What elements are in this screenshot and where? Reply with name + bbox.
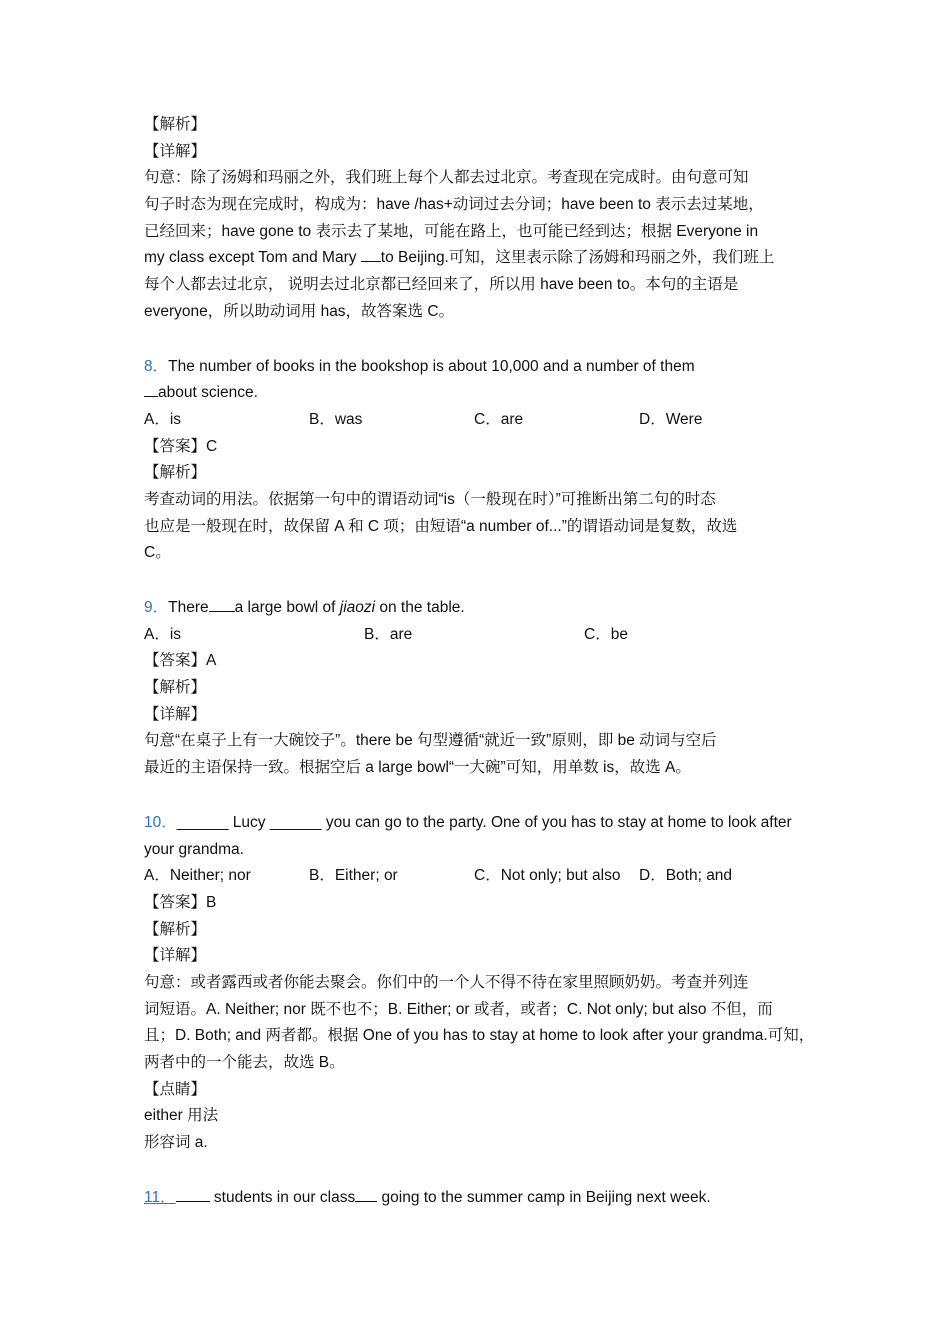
q10-answer: 【答案】B	[144, 893, 217, 911]
option-c: C．are	[474, 410, 524, 428]
q7-xiangjie-heading: 【详解】	[144, 142, 207, 160]
q10-jiexi-heading: 【解析】	[144, 920, 207, 938]
question-number: 10．	[144, 813, 177, 831]
answer-blank	[176, 1185, 210, 1202]
option-b: B．was	[309, 410, 363, 428]
q10-xiangjie-heading: 【详解】	[144, 947, 207, 965]
q10-options	[144, 863, 824, 890]
q10-dianjing-heading: 【点睛】	[144, 1080, 207, 1098]
q7-explanation-line: 句意：除了汤姆和玛丽之外，我们班上每个人都去过北京。考查现在完成时。由句意可知	[144, 169, 749, 187]
answer-blank	[355, 1185, 377, 1202]
q10-explanation-line: 两者中的一个能去，故选 B。	[144, 1054, 345, 1071]
q10-explanation-line: 句意：或者露西或者你能去聚会。你们中的一个人不得不待在家里照顾奶奶。考查并列连	[144, 973, 749, 991]
option-c: C．Not only; but also	[474, 867, 621, 885]
q7-explanation-line: 已经回来；have gone to 表示去了某地，可能在路上，也可能已经到达；根据 Everyone in	[144, 222, 759, 240]
q10-explanation-line: 且；D. Both; and 两者都。根据 One of you has to stay at home to look after your grandma.可知，	[144, 1027, 815, 1045]
option-c: C．be	[584, 625, 628, 643]
q7-explanation-line: 每个人都去过北京， 说明去过北京都已经回来了，所以用 have been to。本句的主语是	[144, 276, 739, 294]
q10-note-line: 形容词 a.	[144, 1134, 208, 1152]
q9-options	[144, 622, 824, 649]
q7-jiexi-heading: 【解析】	[144, 116, 207, 133]
q10-stem: 10．______ Lucy ______ you can go to the party. One of you has to stay at home to look after	[144, 813, 792, 831]
option-a: A．Neither; nor	[144, 867, 251, 885]
q9-jiexi-heading: 【解析】	[144, 679, 207, 697]
q9-xiangjie-heading: 【详解】	[144, 705, 207, 723]
answer-blank	[144, 380, 158, 397]
q7-explanation-line: my class except Tom and Mary to Beijing.可知，这里表示除了汤姆和玛丽之外，我们班上	[144, 245, 824, 272]
q7-explanation-line: 句子时态为现在完成时，构成为：have /has+动词过去分词；have been to 表示去过某地，	[144, 196, 764, 214]
q8-answer: 【答案】C	[144, 437, 218, 455]
q8-explanation-line: 也应是一般现在时，故保留 A 和 C 项；由短语“a number of...”的谓语动词是复数，故选	[144, 517, 738, 535]
q9-stem: 9．There a large bowl of jiaozi on the table.	[144, 595, 824, 622]
option-d: D．Both; and	[639, 867, 733, 885]
option-a: A．is	[144, 410, 182, 428]
question-number-link[interactable]: 11．	[144, 1188, 176, 1206]
q8-explanation-line: C。	[144, 544, 171, 562]
q11-stem: 11． students in our class going to the summer camp in Beijing next week.	[144, 1185, 824, 1212]
option-d: D．Were	[639, 410, 703, 428]
q10-explanation-line: 词短语。A. Neither; nor 既不也不；B. Either; or 或者，或者；C. Not only; but also 不但，而	[144, 1000, 773, 1018]
option-b: B．Either; or	[309, 867, 398, 885]
option-a: A．is	[144, 625, 182, 643]
question-number: 8．	[144, 357, 169, 375]
q9-explanation-line: 句意“在桌子上有一大碗饺子”。there be 句型遵循“就近一致”原则，即 be 动词与空后	[144, 732, 717, 750]
q8-stem-cont: about science.	[144, 380, 824, 407]
q7-explanation-line: everyone，所以助动词用 has，故答案选 C。	[144, 302, 455, 320]
question-number: 9．	[144, 599, 169, 616]
q8-jiexi-heading: 【解析】	[144, 464, 207, 482]
q9-answer: 【答案】A	[144, 652, 217, 670]
q10-note-line: either 用法	[144, 1107, 219, 1125]
q8-options	[144, 407, 824, 434]
answer-blank	[361, 245, 381, 262]
answer-blank	[209, 595, 235, 612]
q8-stem: 8．The number of books in the bookshop is about 10,000 and a number of them	[144, 357, 695, 375]
q10-stem-cont: your grandma.	[144, 840, 244, 858]
q8-explanation-line: 考查动词的用法。依据第一句中的谓语动词“is（一般现在时）”可推断出第二句的时态	[144, 490, 716, 508]
q9-explanation-line: 最近的主语保持一致。根据空后 a large bowl“一大碗”可知，用单数 is，故选 A。	[144, 759, 691, 777]
document-page	[144, 112, 824, 1211]
option-b: B．are	[364, 625, 413, 643]
